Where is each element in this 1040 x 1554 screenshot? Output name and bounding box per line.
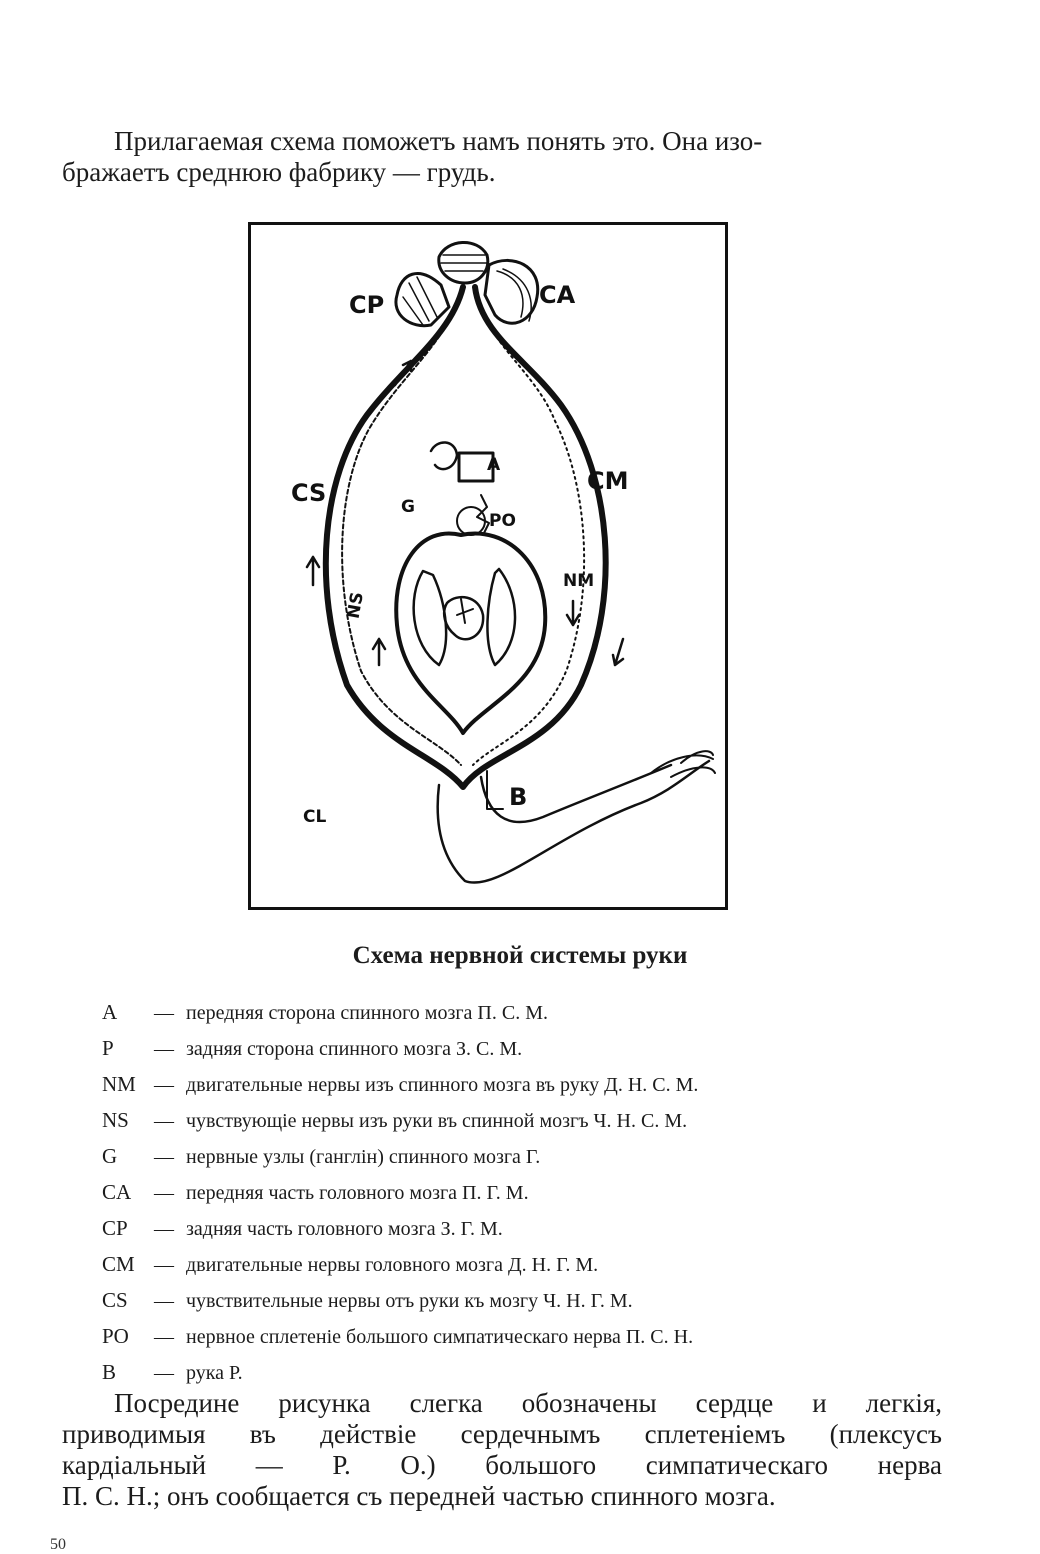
inner-chamber <box>396 533 545 733</box>
legend-dash: — <box>154 1362 174 1384</box>
legend-key: PO <box>102 1324 129 1348</box>
legend-text: чувствительные нервы отъ руки къ мозгу Ч. Н. Г. М. <box>186 1290 633 1312</box>
legend-text: чувствующіе нервы изъ руки въ спинной мозгъ Ч. Н. С. М. <box>186 1110 688 1132</box>
page-number: 50 <box>50 1536 66 1553</box>
legend-text: задняя сторона спинного мозга З. С. М. <box>186 1038 523 1060</box>
legend <box>102 994 962 1390</box>
brain-posterior-lobe <box>396 274 449 326</box>
legend-text: задняя часть головного мозга З. Г. М. <box>186 1218 503 1240</box>
label-ns: NS <box>343 590 368 621</box>
legend-key: G <box>102 1144 118 1168</box>
legend-dash: — <box>154 1218 174 1240</box>
teardrop-outline <box>326 287 606 787</box>
outro-line-1: Посредине рисунка слегка обозначены сердце и легкія, <box>114 1388 942 1418</box>
intro-line-1: Прилагаемая схема поможетъ намъ понять это. Она изо- <box>114 126 763 156</box>
legend-text: рука Р. <box>186 1362 243 1384</box>
brain-top-stem <box>439 242 488 283</box>
intro-paragraph <box>62 126 942 188</box>
label-cs: CS <box>291 479 327 507</box>
legend-row <box>102 1246 962 1282</box>
legend-dash: — <box>154 1326 174 1348</box>
diagram-drawing <box>251 225 725 907</box>
legend-dash: — <box>154 1110 174 1132</box>
legend-dash: — <box>154 1182 174 1204</box>
legend-row <box>102 1174 962 1210</box>
spinal-cord-cluster <box>431 442 493 535</box>
legend-dash: — <box>154 1038 174 1060</box>
brain-anterior-lobe <box>485 260 538 323</box>
legend-key: A <box>102 1000 118 1024</box>
legend-key: P <box>102 1036 114 1060</box>
figure-caption: Схема нервной системы руки <box>352 942 688 969</box>
legend-row <box>102 994 962 1030</box>
legend-row <box>102 1354 962 1390</box>
label-b: B <box>509 783 528 811</box>
legend-row <box>102 1066 962 1102</box>
legend-row <box>102 1102 962 1138</box>
nervous-system-diagram <box>248 222 728 910</box>
label-nm: NM <box>563 571 595 591</box>
legend-dash: — <box>154 1002 174 1024</box>
legend-key: NM <box>102 1072 136 1096</box>
outro-paragraph <box>62 1388 942 1512</box>
legend-key: CP <box>102 1216 128 1240</box>
legend-text: двигательные нервы изъ спинного мозга въ руку Д. Н. С. М. <box>186 1074 699 1096</box>
label-a: A <box>487 455 501 475</box>
legend-text: нервные узлы (ганглін) спинного мозга Г. <box>186 1146 541 1168</box>
legend-key: CM <box>102 1252 135 1276</box>
legend-key: B <box>102 1360 117 1384</box>
legend-row <box>102 1282 962 1318</box>
legend-row <box>102 1030 962 1066</box>
legend-text: двигательные нервы головного мозга Д. Н. Г. М. <box>186 1254 599 1276</box>
legend-row <box>102 1210 962 1246</box>
outro-line-4: П. С. Н.; онъ сообщается съ передней частью спинного мозга. <box>62 1481 776 1511</box>
legend-dash: — <box>154 1254 174 1276</box>
legend-row <box>102 1318 962 1354</box>
legend-text: передняя часть головного мозга П. Г. М. <box>186 1182 529 1204</box>
legend-key: NS <box>102 1108 129 1132</box>
monogram: CL <box>303 807 327 827</box>
label-g: G <box>401 497 415 517</box>
legend-row <box>102 1138 962 1174</box>
outro-line-2: приводимыя въ действіе сердечнымъ сплетеніемъ (плексусъ <box>62 1419 942 1449</box>
label-cm: CM <box>587 467 629 495</box>
legend-key: CA <box>102 1180 132 1204</box>
intro-line-2: бражаетъ среднюю фабрику — грудь. <box>62 157 496 187</box>
label-po: PO <box>489 511 516 531</box>
legend-dash: — <box>154 1074 174 1096</box>
outro-line-3: кардіальный — Р. О.) большого симпатическаго нерва <box>62 1450 942 1480</box>
label-cp: CP <box>349 291 385 319</box>
legend-key: CS <box>102 1288 128 1312</box>
legend-dash: — <box>154 1146 174 1168</box>
label-ca: CA <box>539 281 576 309</box>
legend-text: передняя сторона спинного мозга П. С. М. <box>186 1002 549 1024</box>
legend-text: нервное сплетеніе большого симпатическаго нерва П. С. Н. <box>186 1326 694 1348</box>
legend-dash: — <box>154 1290 174 1312</box>
